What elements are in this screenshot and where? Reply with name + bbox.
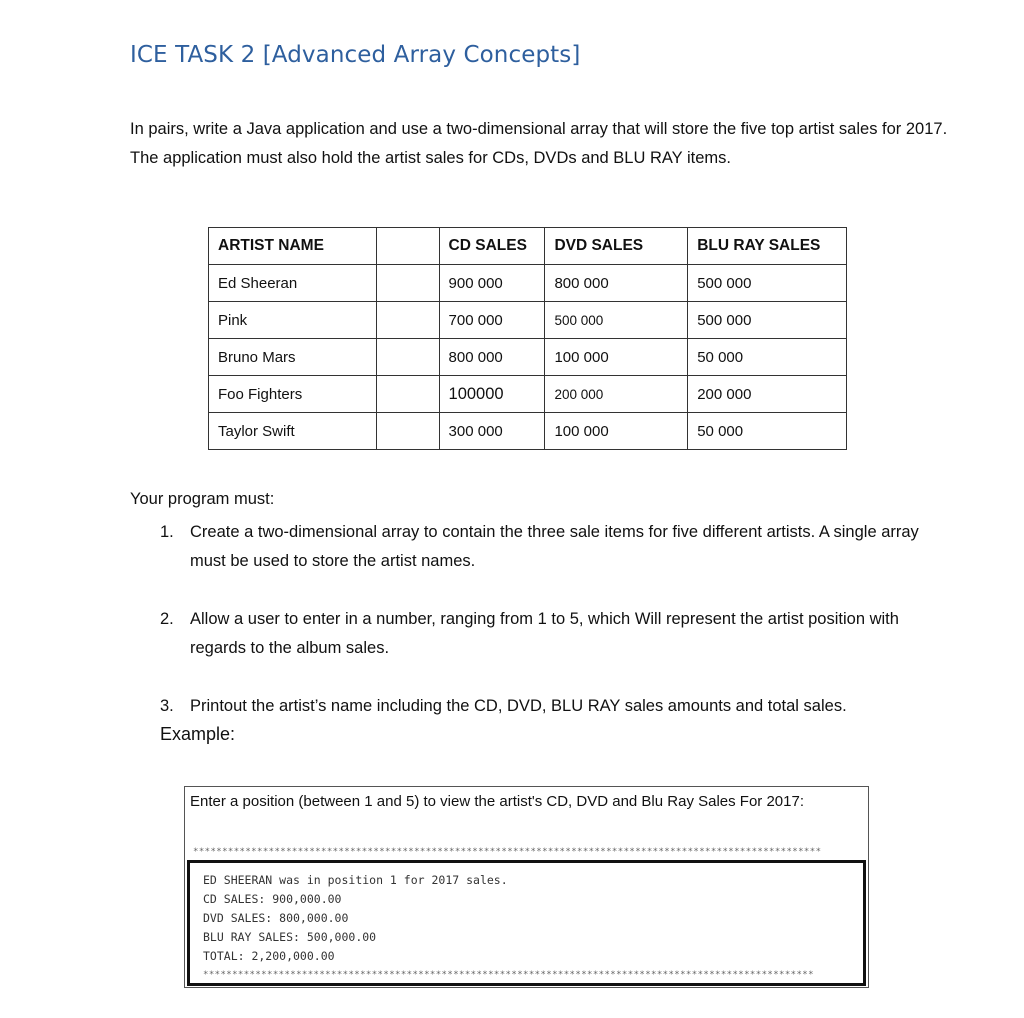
list-item-text: Allow a user to enter in a number, ranging from 1 to 5, which Will represent the artist position with regards to the album sales.: [190, 610, 899, 657]
bluray-sales-cell: 500 000: [688, 302, 847, 339]
artist-name-cell: Taylor Swift: [209, 413, 377, 450]
list-item-text: Printout the artist’s name including the CD, DVD, BLU RAY sales amounts and total sales.: [190, 697, 847, 715]
artist-name-cell: Foo Fighters: [209, 376, 377, 413]
bluray-sales-cell: 500 000: [688, 265, 847, 302]
list-number: 2.: [160, 610, 174, 628]
blank-cell: [376, 413, 439, 450]
console-prompt: Enter a position (between 1 and 5) to view the artist's CD, DVD and Blu Ray Sales For 2017:: [190, 793, 805, 810]
requirements-list: [160, 518, 950, 721]
table-header-row: [209, 228, 847, 265]
blank-cell: [376, 265, 439, 302]
output-line-bluray: BLU RAY SALES: 500,000.00: [203, 930, 377, 944]
dvd-sales-cell: 200 000: [545, 376, 688, 413]
artist-name-cell: Pink: [209, 302, 377, 339]
cd-sales-cell: 300 000: [439, 413, 545, 450]
blank-cell: [376, 302, 439, 339]
console-example: [184, 786, 869, 988]
blank-cell: [376, 339, 439, 376]
header-artist-name: ARTIST NAME: [209, 228, 377, 265]
intro-paragraph: In pairs, write a Java application and use a two-dimensional array that will store the five top artist sales for 2017. The application must also hold the artist sales for CDs, DVDs and BLU RAY items.: [130, 120, 948, 167]
header-bluray-sales: BLU RAY SALES: [688, 228, 847, 265]
artist-sales-table: [208, 227, 847, 450]
output-line-artist: ED SHEERAN was in position 1 for 2017 sales.: [203, 873, 508, 887]
dvd-sales-cell: 500 000: [545, 302, 688, 339]
header-dvd-sales: DVD SALES: [545, 228, 688, 265]
program-requirements-lead: Your program must:: [130, 490, 275, 508]
bluray-sales-cell: 50 000: [688, 339, 847, 376]
list-number: 3.: [160, 697, 174, 715]
cd-sales-cell: 800 000: [439, 339, 545, 376]
dvd-sales-cell: 800 000: [545, 265, 688, 302]
cd-sales-cell: 900 000: [439, 265, 545, 302]
page-heading: ICE TASK 2 [Advanced Array Concepts]: [130, 42, 581, 68]
blank-cell: [376, 376, 439, 413]
table-row: [209, 413, 847, 450]
example-label: Example:: [160, 724, 236, 744]
console-output-box: [187, 860, 866, 986]
output-line-dvd: DVD SALES: 800,000.00: [203, 911, 349, 925]
output-line-cd: CD SALES: 900,000.00: [203, 892, 342, 906]
table-row: [209, 302, 847, 339]
table-row: [209, 339, 847, 376]
dvd-sales-cell: 100 000: [545, 413, 688, 450]
console-separator-bottom: *********************************************************************************************************: [203, 970, 814, 980]
cd-sales-cell: 700 000: [439, 302, 545, 339]
list-item: [160, 692, 950, 721]
dvd-sales-cell: 100 000: [545, 339, 688, 376]
artist-name-cell: Bruno Mars: [209, 339, 377, 376]
bluray-sales-cell: 200 000: [688, 376, 847, 413]
header-cd-sales: CD SALES: [439, 228, 545, 265]
console-separator-top: ************************************************************************************************************: [193, 847, 822, 857]
artist-name-cell: Ed Sheeran: [209, 265, 377, 302]
list-item: [160, 605, 950, 663]
bluray-sales-cell: 50 000: [688, 413, 847, 450]
list-item: [160, 518, 950, 576]
list-number: 1.: [160, 523, 174, 541]
table-row: [209, 376, 847, 413]
output-line-total: TOTAL: 2,200,000.00: [203, 949, 335, 963]
table-row: [209, 265, 847, 302]
cd-sales-cell: 100000: [439, 376, 545, 413]
header-blank: [376, 228, 439, 265]
list-item-text: Create a two-dimensional array to contain the three sale items for five different artists. A single array must be used to store the artist names.: [190, 523, 919, 570]
